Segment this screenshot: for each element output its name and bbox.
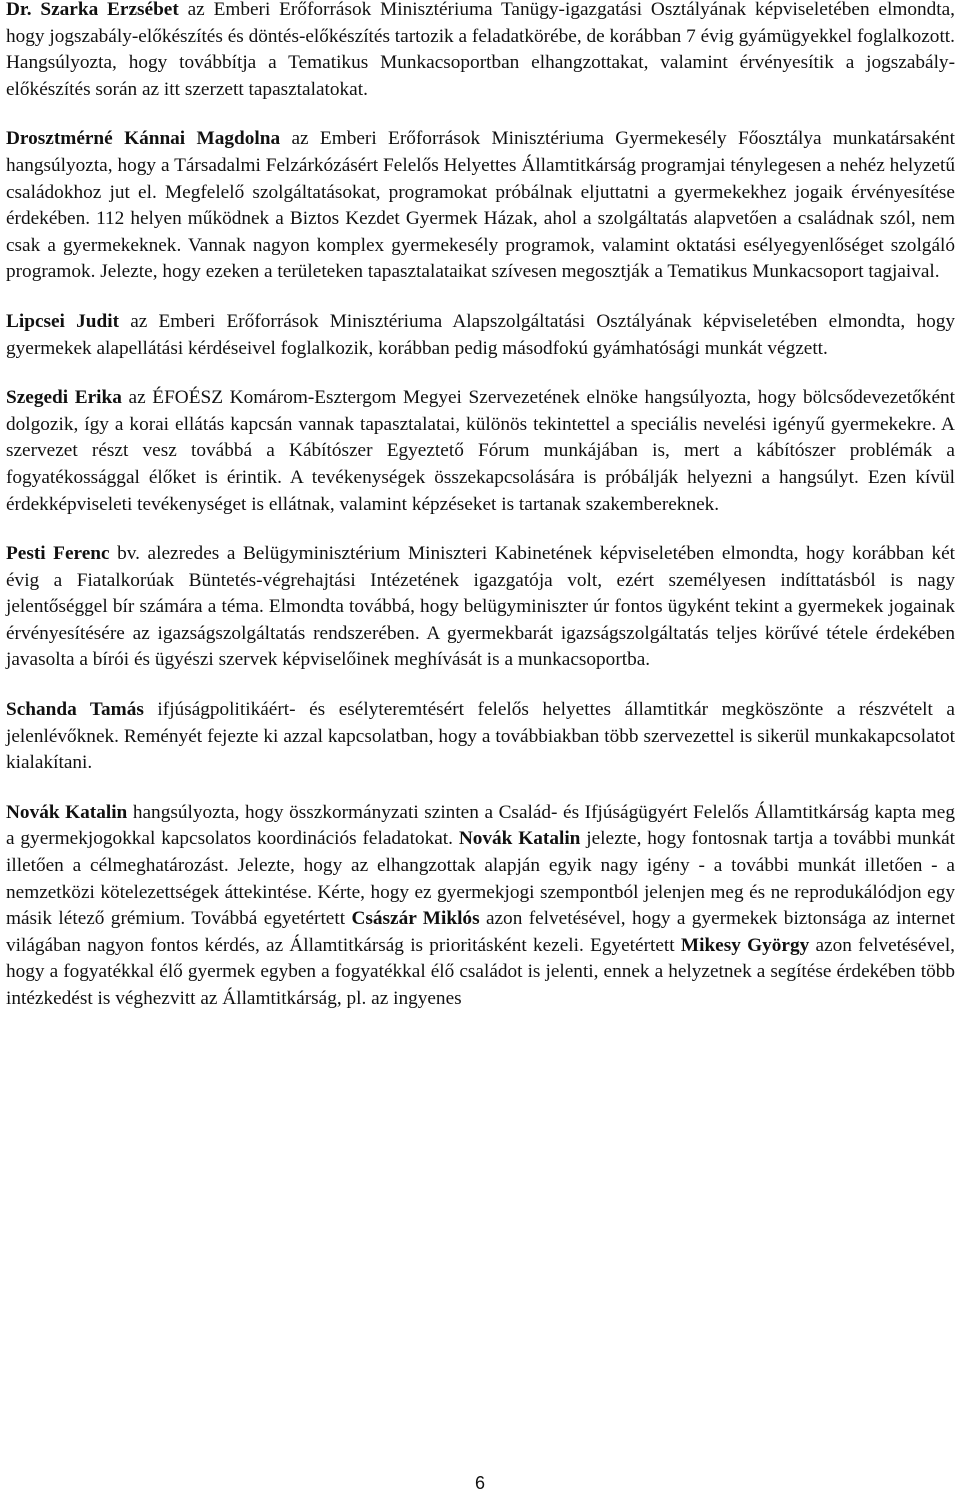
paragraph-drosztmerne: [6, 126, 955, 286]
mentioned-name: Mikesy György: [680, 934, 810, 956]
paragraph-novak: [6, 800, 955, 1013]
speaker-name: Schanda Tamás: [6, 699, 144, 721]
paragraph-text: jelezte, hogy fontosnak tartja a további munkát illetően a célmeghatározást. Jelezte, hogy az elhangzottak alapján egyik nagy igény - a további munkát illetően - a nemzetközi kötelezettségek áttekintése. Kérte, hogy ez gyermekjogi szempontból jelenjen meg és ne reprodukálódjon egy másik létező grémium. Továbbá egyetértett: [6, 828, 955, 930]
paragraph-szegedi: [6, 385, 955, 518]
speaker-name: Novák Katalin: [6, 801, 128, 823]
paragraph-text: az ÉFOÉSZ Komárom-Esztergom Megyei Szervezetének elnöke hangsúlyozta, hogy bölcsődevezetőként dolgozik, így a korai ellátás kapcsán vannak tapasztalatai, különös tekintettel a speciális nevelési igényű gyermekekre. A szervezet részt vesz továbbá a Kábítószer Egyeztető Fórum munkájában is, mert a kábítószer problémák a fogyatékossággal élőket is érintik. A tevékenységek összekapcsolására is próbálják helyezni a hangsúlyt. Ezen kívül érdekképviseleti tevékenységet is ellátnak, valamint képzéseket is tartanak szakembereknek.: [6, 387, 955, 515]
paragraph-text: azon felvetésével, hogy a fogyatékkal élő gyermek egyben a fogyatékkal élő családot is jelenti, ennek a helyzetnek a segítése érdekében több intézkedést is véghezvitt az Államtitkárság, pl. az ingyenes: [6, 934, 955, 1009]
mentioned-name: Császár Miklós: [351, 908, 480, 930]
paragraph-text: hangsúlyozta, hogy összkormányzati szinten a Család- és Ifjúságügyért Felelős Államtitkárság kapta meg a gyermekjogokkal kapcsolatos koordinációs feladatokat.: [6, 801, 955, 850]
paragraph-text: bv. alezredes a Belügyminisztérium Miniszteri Kabinetének képviseletében elmondta, hogy korábban két évig a Fiatalkorúak Büntetés-végrehajtási Intézetének igazgatója volt, ezért személyesen indíttatásból is nagy jelentőséggel bír számára a téma. Elmondta továbbá, hogy belügyminiszter úr fontos ügyként tekint a gyermekek jogainak érvényesítésére az igazságszolgáltatás rendszerében. A gyermekbarát igazságszolgáltatás teljes körűvé tétele érdekében javasolta a bírói és ügyészi szervek képviselőinek meghívását is a munkacsoportba.: [6, 543, 956, 671]
paragraph-text: azon felvetésével, hogy a gyermekek biztonsága az internet világában nagyon fontos kérdés, az Államtitkárság is prioritásként kezeli. Egyetértett: [6, 908, 955, 956]
speaker-name: Novák Katalin: [458, 828, 581, 850]
paragraph-szarka: [6, 0, 955, 103]
paragraph-schanda: [6, 697, 955, 777]
speaker-name: Drosztmérné Kánnai Magdolna: [6, 128, 281, 150]
paragraph-pesti: [6, 541, 955, 674]
page-number: 6: [474, 1473, 485, 1493]
speaker-name: Szegedi Erika: [6, 387, 122, 409]
paragraph-text: az Emberi Erőforrások Minisztériuma Tanügy-igazgatási Osztályának képviseletében elmondta, hogy jogszabály-előkészítés és döntés-előkészítés tartozik a feladatkörébe, de korábban 7 évig gyámügyekkel foglalkozott. Hangsúlyozta, hogy továbbítja a Tematikus Munkacsoportban elhangzottakat, valamint érvényesítik a jogszabály-előkészítés során az itt szerzett tapasztalatokat.: [6, 0, 955, 100]
paragraph-text: az Emberi Erőforrások Minisztériuma Alapszolgáltatási Osztályának képviseletében elmondta, hogy gyermekek alapellátási kérdéseivel foglalkozik, korábban pedig másodfokú gyámhatósági munkát végzett.: [6, 310, 956, 359]
speaker-name: Lipcsei Judit: [6, 310, 119, 332]
paragraph-text: az Emberi Erőforrások Minisztériuma Gyermekesély Főosztálya munkatársaként hangsúlyozta, hogy a Társadalmi Felzárkózásért Felelős Helyettes Államtitkárság programjai ténylegesen a nehéz helyzetű családokhoz jut el. Megfelelő szolgáltatásokat, programokat próbálnak eljuttatni a gyermekekhez jogaik érvényesítése érdekében. 112 helyen működnek a Biztos Kezdet Gyermek Házak, ahol a szolgáltatás alapvetően a családnak szól, nem csak a gyermekeknek. Vannak nagyon komplex gyermekesély programok, valamint oktatási esélyegyenlőséget szolgáló programok. Jelezte, hogy ezeken a területeken tapasztalataikat szívesen megosztják a Tematikus Munkacsoport tagjaival.: [6, 128, 955, 283]
paragraph-text: ifjúságpolitikáért- és esélyteremtésért felelős helyettes államtitkár megköszönte a részvételt a jelenlévőknek. Reményét fejezte ki azzal kapcsolatban, hogy a továbbiakban több szervezettel is sikerül munkakapcsolatot kialakítani.: [6, 699, 955, 774]
paragraph-lipcsei: [6, 309, 955, 362]
speaker-name: Pesti Ferenc: [6, 543, 110, 565]
speaker-name: Dr. Szarka Erzsébet: [6, 0, 179, 20]
